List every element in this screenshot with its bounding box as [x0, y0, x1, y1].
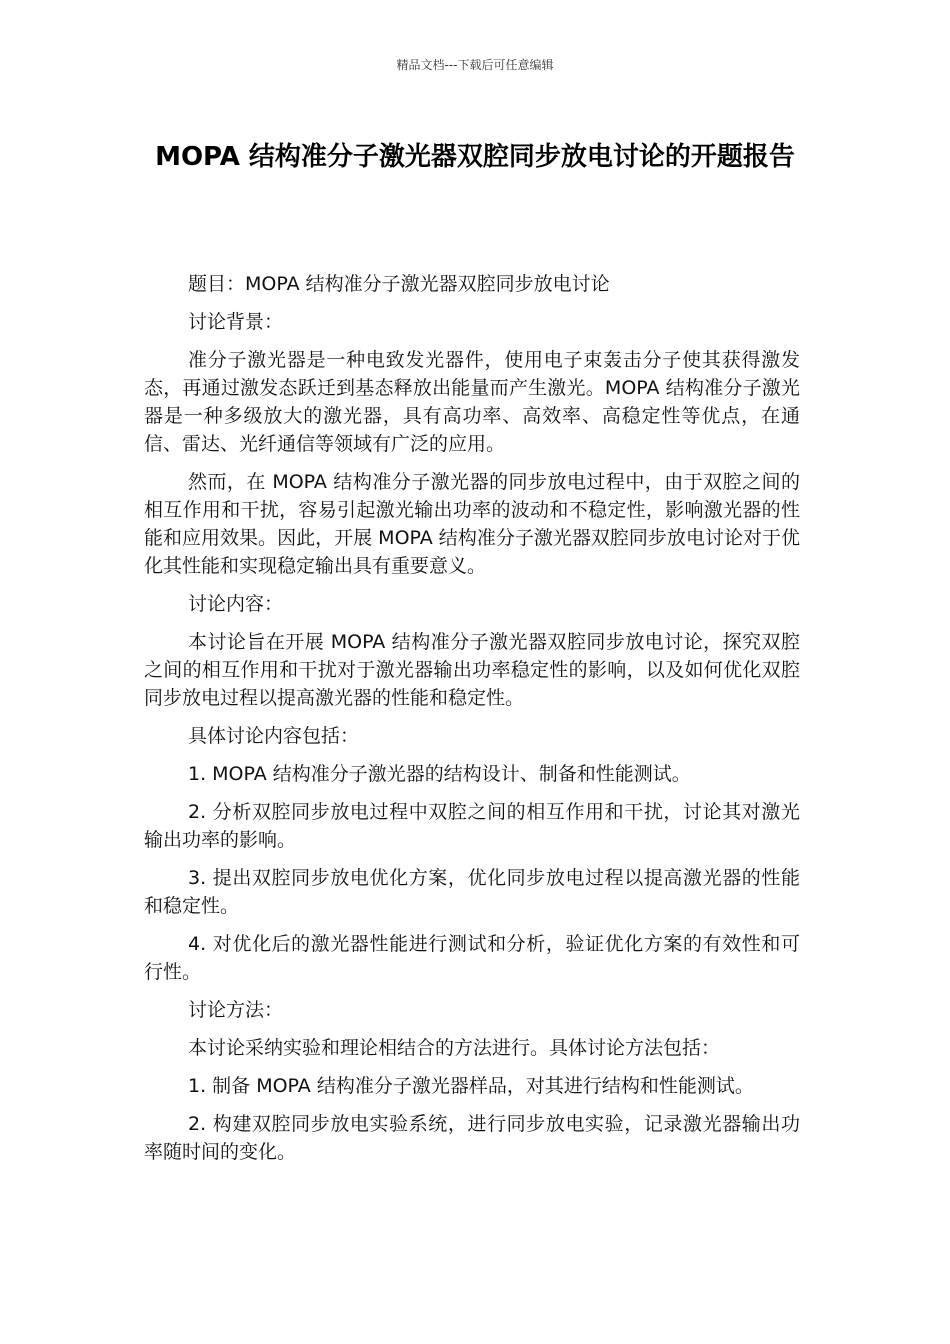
document-body	[144, 270, 800, 1176]
document-title: MOPA 结构准分子激光器双腔同步放电讨论的开题报告	[155, 142, 795, 172]
header-note: 精品文档---下载后可任意编辑	[396, 58, 554, 72]
content-list-item: 3. 提出双腔同步放电优化方案，优化同步放电过程以提高激光器的性能和稳定性。	[144, 867, 800, 917]
content-paragraph: 本讨论旨在开展 MOPA 结构准分子激光器双腔同步放电讨论，探究双腔之间的相互作用和干扰对于激光器输出功率稳定性的影响，以及如何优化双腔同步放电过程以提高激光器的性能和稳定性。	[144, 631, 800, 709]
section-heading-method: 讨论方法：	[188, 999, 284, 1021]
content-list-item: 2. 分析双腔同步放电过程中双腔之间的相互作用和干扰，讨论其对激光输出功率的影响。	[144, 801, 800, 851]
background-paragraph-1: 准分子激光器是一种电致发光器件，使用电子束轰击分子使其获得激发态，再通过激发态跃迁到基态释放出能量而产生激光。MOPA 结构准分子激光器是一种多级放大的激光器，具有高功率、高效率、高稳定性等优点，在通信、雷达、光纤通信等领域有广泛的应用。	[144, 349, 800, 455]
method-intro: 本讨论采纳实验和理论相结合的方法进行。具体讨论方法包括：	[188, 1037, 721, 1059]
content-list-intro: 具体讨论内容包括：	[188, 725, 360, 747]
section-heading-background: 讨论背景：	[188, 311, 284, 333]
background-paragraph-2: 然而，在 MOPA 结构准分子激光器的同步放电过程中，由于双腔之间的相互作用和干扰，容易引起激光输出功率的波动和不稳定性，影响激光器的性能和应用效果。因此，开展 MOPA 结构准分子激光器双腔同步放电讨论对于优化其性能和实现稳定输出具有重要意义。	[144, 471, 800, 577]
method-list-item: 2. 构建双腔同步放电实验系统，进行同步放电实验，记录激光器输出功率随时间的变化。	[144, 1113, 800, 1163]
topic-line: 题目：MOPA 结构准分子激光器双腔同步放电讨论	[188, 273, 610, 295]
method-list-item: 1. 制备 MOPA 结构准分子激光器样品，对其进行结构和性能测试。	[188, 1075, 754, 1097]
content-list-item: 1. MOPA 结构准分子激光器的结构设计、制备和性能测试。	[188, 763, 691, 785]
content-list-item: 4. 对优化后的激光器性能进行测试和分析，验证优化方案的有效性和可行性。	[144, 933, 800, 983]
section-heading-content: 讨论内容：	[188, 593, 284, 615]
